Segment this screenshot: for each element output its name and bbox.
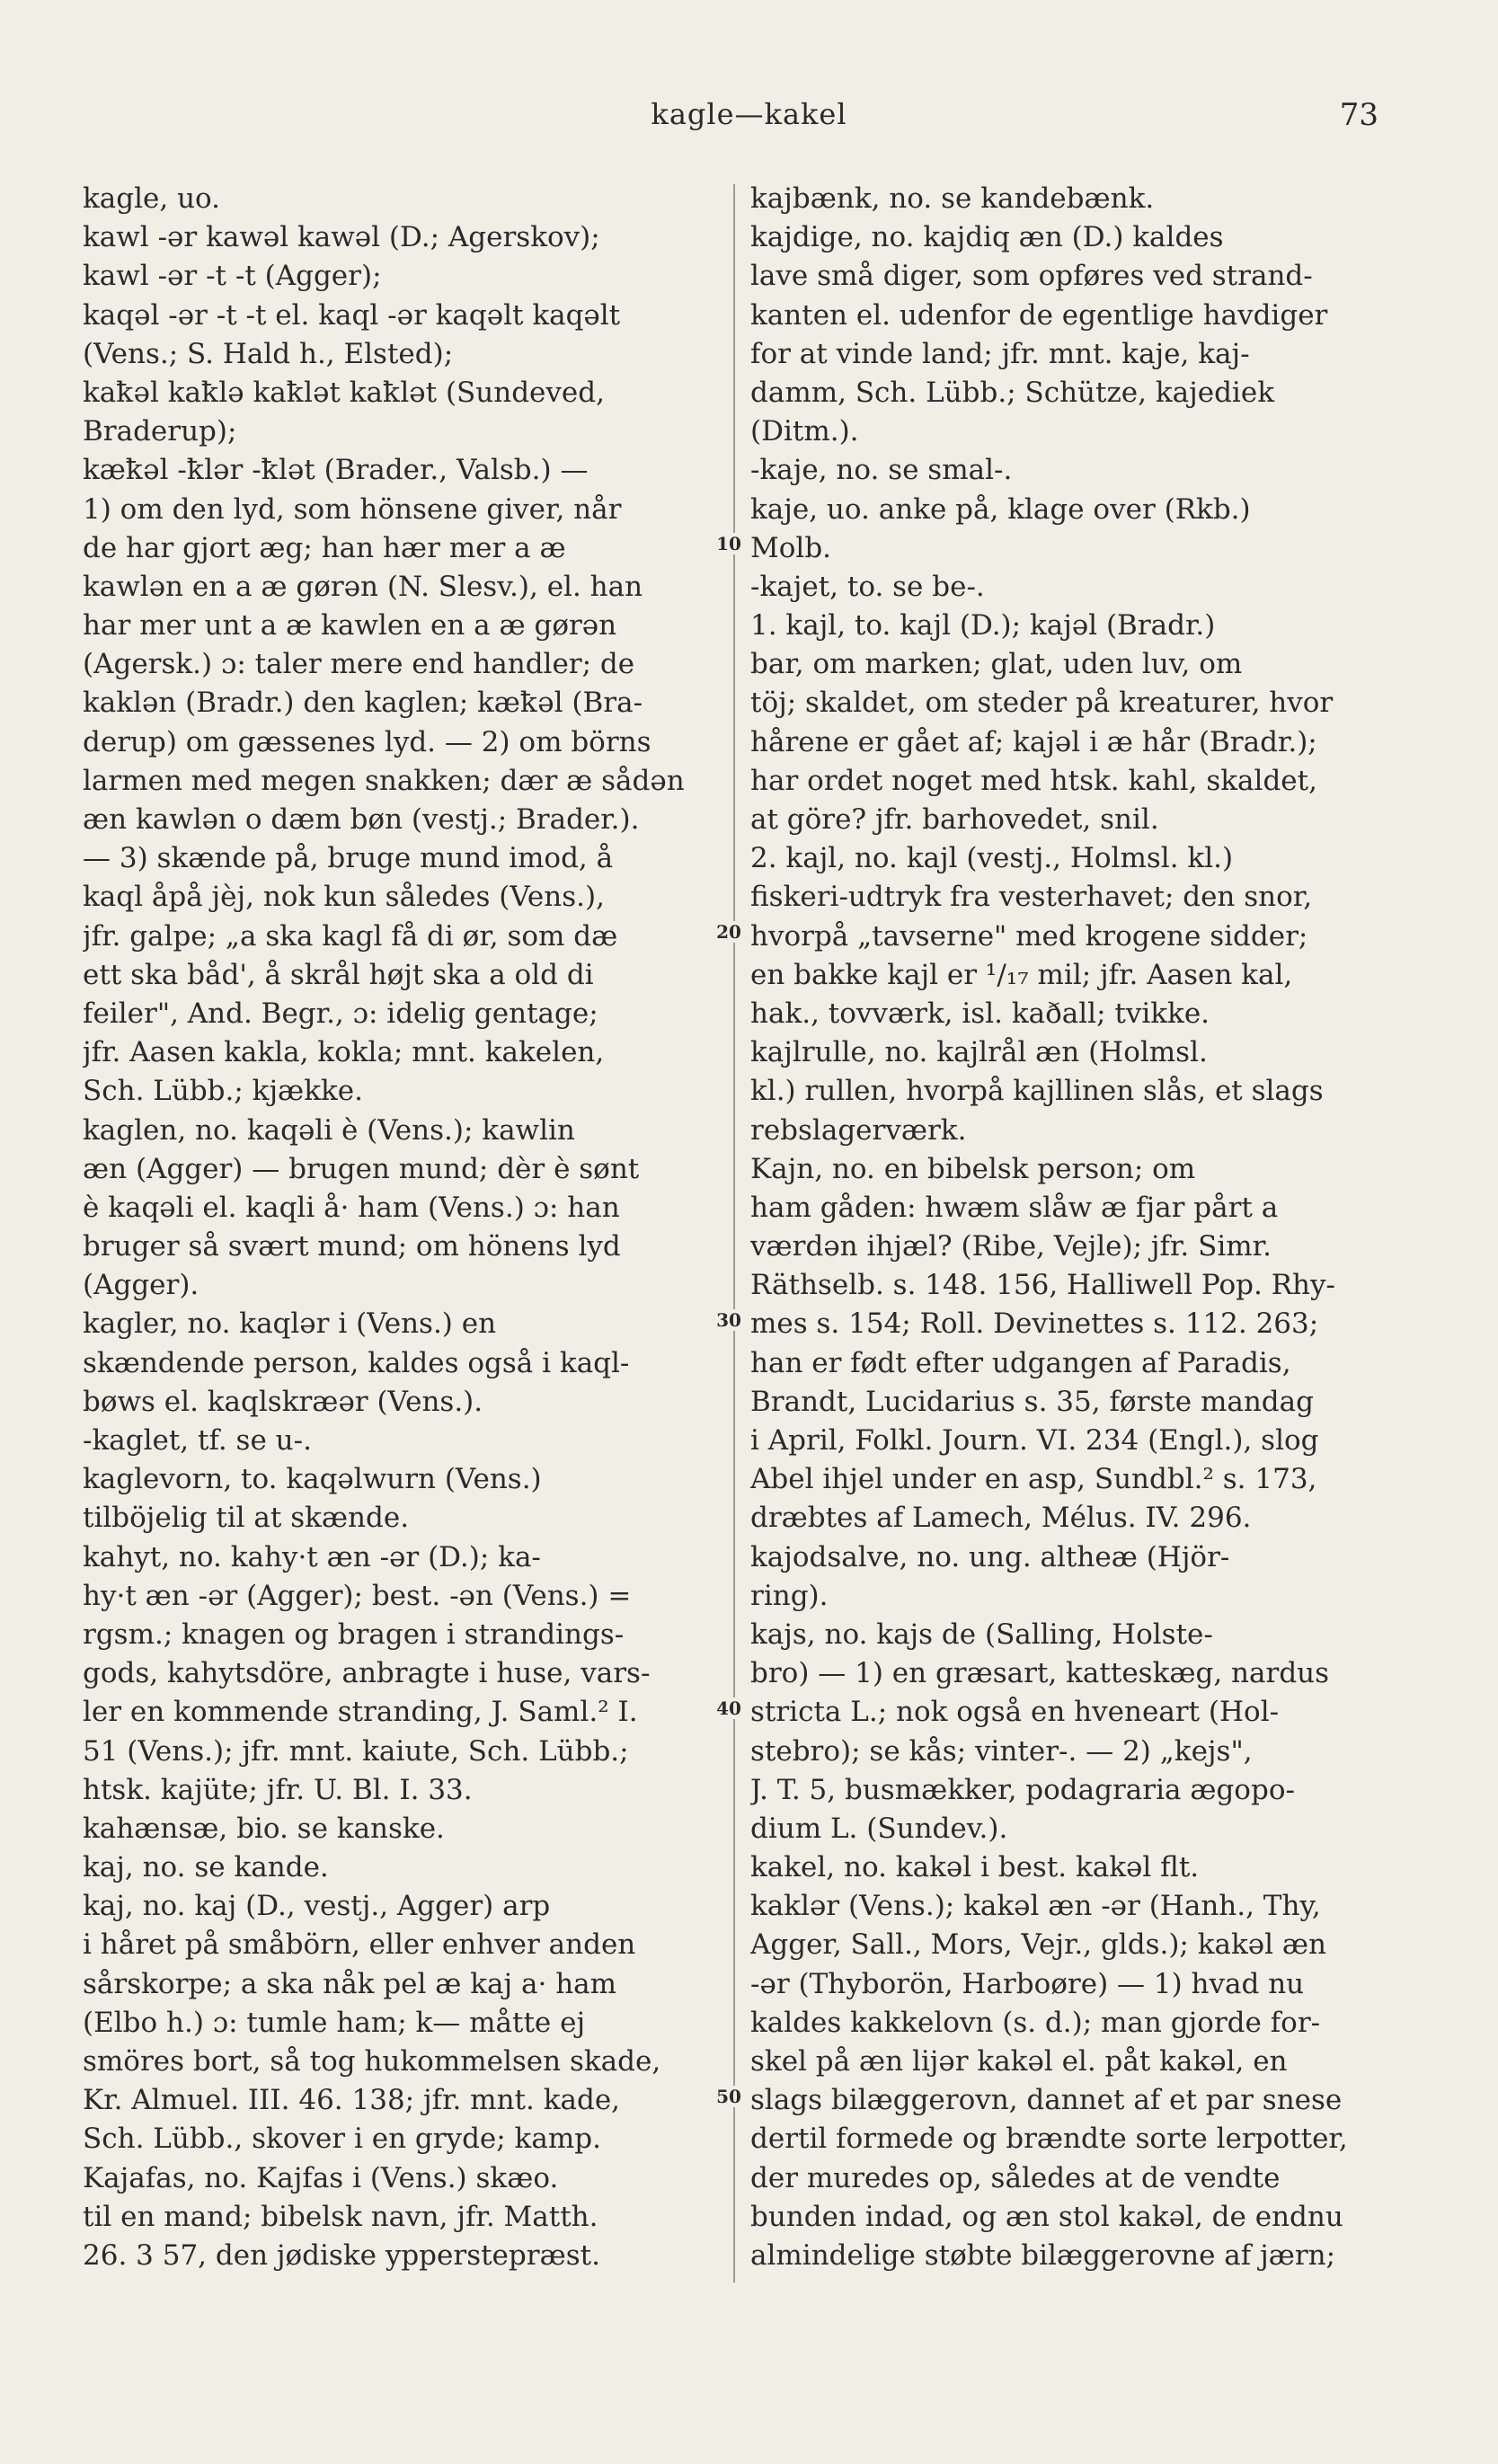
text-line: kawl -ər kawəl kawəl (D.; Agerskov);	[83, 221, 600, 254]
text-line: fiskeri-udtryk fra vesterhavet; den snor,	[750, 881, 1313, 914]
text-line: kaqəl -ər -t -t el. kaql -ər kaqəlt kaqəlt	[83, 298, 621, 332]
page-number: 73	[1339, 97, 1378, 133]
text-line: derup) om gæssenes lyd. — 2) om börns	[83, 725, 651, 758]
text-line: kaql åpå jèj, nok kun således (Vens.),	[83, 881, 605, 914]
text-line: töj; skaldet, om steder på kreaturer, hvor	[750, 687, 1334, 720]
text-line: Braderup);	[83, 415, 237, 448]
text-line: (Vens.; S. Hald h., Elsted);	[83, 337, 454, 370]
text-line: kaklən (Bradr.) den kaglen; kæꝁəl (Bra-	[83, 687, 643, 720]
text-line: -kaglet, tf. se u-.	[83, 1424, 312, 1457]
text-line: kaldes kakkelovn (s. d.); man gjorde for-	[750, 2006, 1321, 2039]
text-line: kajs, no. kajs de (Salling, Holste-	[750, 1618, 1213, 1651]
text-line: dium L. (Sundev.).	[750, 1812, 1008, 1845]
text-line: kaklər (Vens.); kakəl æn -ər (Hanh., Thy,	[750, 1890, 1321, 1923]
text-line: hy·t æn -ər (Agger); best. -ən (Vens.) =	[83, 1579, 632, 1612]
text-line: 2. kajl, no. kajl (vestj., Holmsl. kl.)	[750, 842, 1234, 875]
text-line: ring).	[750, 1579, 829, 1612]
text-line: Sch. Lübb.; kjække.	[83, 1075, 363, 1108]
text-line: kawlən en a æ gørən (N. Slesv.), el. han	[83, 570, 643, 603]
text-line: kanten el. udenfor de egentlige havdiger	[750, 298, 1328, 332]
text-line: i April, Folkl. Journ. VI. 234 (Engl.), slog	[750, 1424, 1319, 1457]
text-line: kajlrulle, no. kajlrål æn (Holmsl.	[750, 1036, 1208, 1069]
text-line: rebslagerværk.	[750, 1113, 967, 1147]
text-line: — 3) skænde på, bruge mund imod, å	[83, 842, 614, 875]
text-line: jfr. galpe; „a ska kagl få di ør, som dæ	[83, 919, 618, 953]
text-line: ham gåden: hwæm slåw æ fjar pårt a	[750, 1191, 1279, 1224]
text-line: dræbtes af Lamech, Mélus. IV. 296.	[750, 1502, 1252, 1535]
text-line: har mer unt a æ kawlen en a æ gørən	[83, 609, 617, 643]
text-line: kaꝁəl kaꝁlə kaꝁlət kaꝁlət (Sundeved,	[83, 376, 605, 409]
text-line: kl.) rullen, hvorpå kajllinen slås, et slags	[750, 1075, 1324, 1108]
text-line: 1) om den lyd, som hönsene giver, når	[83, 492, 622, 526]
text-line: kajdige, no. kajdiq æn (D.) kaldes	[750, 221, 1224, 254]
text-line: (Elbo h.) ɔ: tumle ham; k— måtte ej	[83, 2006, 586, 2039]
text-line: jfr. Aasen kakla, kokla; mnt. kakelen,	[83, 1036, 605, 1069]
text-line: kahyt, no. kahy·t æn -ər (D.); ka-	[83, 1540, 541, 1573]
text-line: 26. 3 57, den jødiske ypperstepræst.	[83, 2238, 600, 2272]
text-line: kajodsalve, no. ung. altheæ (Hjör-	[750, 1540, 1230, 1573]
text-line: i håret på småbörn, eller enhver anden	[83, 1928, 636, 1962]
text-line: è kaqəli el. kaqli å· ham (Vens.) ɔ: han	[83, 1191, 620, 1224]
text-line: kaglen, no. kaqəli è (Vens.); kawlin	[83, 1113, 575, 1147]
line-marker-20: 20	[710, 921, 748, 943]
text-line: hak., tovværk, isl. kaðall; tvikke.	[750, 997, 1210, 1030]
line-marker-30: 30	[710, 1309, 748, 1331]
text-line: kakel, no. kakəl i best. kakəl flt.	[750, 1851, 1200, 1884]
text-line: kaglevorn, to. kaqəlwurn (Vens.)	[83, 1463, 542, 1496]
text-line: bøws el. kaqlskræər (Vens.).	[83, 1385, 483, 1418]
line-marker-40: 40	[710, 1697, 748, 1719]
text-line: tilböjelig til at skænde.	[83, 1502, 410, 1535]
text-line: almindelige støbte bilæggerovne af jærn;	[750, 2238, 1336, 2272]
text-line: -kajet, to. se be-.	[750, 570, 985, 603]
text-line: at göre? jfr. barhovedet, snil.	[750, 803, 1159, 836]
text-line: -ər (Thyborön, Harboøre) — 1) hvad nu	[750, 1967, 1305, 2000]
running-head: kagle—kakel	[651, 97, 847, 131]
text-line: kaj, no. se kande.	[83, 1851, 329, 1884]
text-line: skændende person, kaldes også i kaql-	[83, 1346, 630, 1379]
text-line: stebro); se kås; vinter-. — 2) „kejs",	[750, 1734, 1253, 1768]
text-line: kawl -ər -t -t (Agger);	[83, 260, 382, 293]
text-line: bunden indad, og æn stol kakəl, de endnu	[750, 2200, 1343, 2233]
text-line: æn kawlən o dæm bøn (vestj.; Brader.).	[83, 803, 640, 836]
text-line: kahænsæ, bio. se kanske.	[83, 1812, 445, 1845]
text-line: (Agersk.) ɔ: taler mere end handler; de	[83, 648, 635, 681]
text-line: gods, kahytsdöre, anbragte i huse, vars-	[83, 1657, 651, 1690]
text-line: kaj, no. kaj (D., vestj., Agger) arp	[83, 1890, 551, 1923]
text-line: 1. kajl, to. kajl (D.); kajəl (Bradr.)	[750, 609, 1216, 643]
text-line: -kaje, no. se smal-.	[750, 454, 1013, 487]
text-line: smöres bort, så tog hukommelsen skade,	[83, 2045, 661, 2078]
text-line: ett ska båd', å skrål højt ska a old di	[83, 958, 594, 991]
text-line: en bakke kajl er ¹/₁₇ mil; jfr. Aasen kal,	[750, 958, 1293, 991]
text-line: rgsm.; knagen og bragen i strandings-	[83, 1618, 625, 1651]
text-line: damm, Sch. Lübb.; Schütze, kajediek	[750, 376, 1274, 409]
text-line: kagler, no. kaqlər i (Vens.) en	[83, 1307, 497, 1341]
text-line: bruger så svært mund; om hönens lyd	[83, 1230, 621, 1263]
text-line: de har gjort æg; han hær mer a æ	[83, 531, 566, 564]
text-line: stricta L.; nok også en hveneart (Hol-	[750, 1696, 1280, 1729]
text-line: Sch. Lübb., skover i en gryde; kamp.	[83, 2123, 601, 2156]
text-line: feiler", And. Begr., ɔ: idelig gentage;	[83, 997, 598, 1030]
line-marker-10: 10	[710, 533, 748, 554]
text-line: til en mand; bibelsk navn, jfr. Matth.	[83, 2200, 598, 2233]
text-line: lave små diger, som opføres ved strand-	[750, 260, 1313, 293]
text-line: sårskorpe; a ska nåk pel æ kaj a· ham	[83, 1967, 617, 2000]
text-line: kagle, uo.	[83, 182, 221, 215]
text-line: dertil formede og brændte sorte lerpotter,	[750, 2123, 1348, 2156]
text-line: han er født efter udgangen af Paradis,	[750, 1346, 1291, 1379]
text-line: æn (Agger) — brugen mund; dèr è sønt	[83, 1152, 640, 1185]
text-line: Kajn, no. en bibelsk person; om	[750, 1152, 1196, 1185]
text-line: 51 (Vens.); jfr. mnt. kaiute, Sch. Lübb.;	[83, 1734, 629, 1768]
text-line: kæꝁəl -ꝁlər -ꝁlət (Brader., Valsb.) —	[83, 454, 589, 487]
text-line: Molb.	[750, 531, 832, 564]
text-line: har ordet noget med htsk. kahl, skaldet,	[750, 764, 1317, 797]
text-line: kajbænk, no. se kandebænk.	[750, 182, 1155, 215]
text-line: værdən ihjæl? (Ribe, Vejle); jfr. Simr.	[750, 1230, 1272, 1263]
line-marker-50: 50	[710, 2086, 748, 2107]
text-line: (Ditm.).	[750, 415, 859, 448]
text-line: Agger, Sall., Mors, Vejr., glds.); kakəl æn	[750, 1928, 1326, 1962]
text-line: bar, om marken; glat, uden luv, om	[750, 648, 1243, 681]
text-line: Kajafas, no. Kajfas i (Vens.) skæo.	[83, 2161, 559, 2194]
left-column	[83, 180, 703, 2275]
text-line: ler en kommende stranding, J. Saml.² I.	[83, 1696, 638, 1729]
text-line: larmen med megen snakken; dær æ sådən	[83, 764, 685, 797]
text-line: hvorpå „tavserne" med krogene sidder;	[750, 919, 1308, 953]
text-line: der muredes op, således at de vendte	[750, 2161, 1281, 2194]
text-line: slags bilæggerovn, dannet af et par snese	[750, 2084, 1343, 2117]
text-line: for at vinde land; jfr. mnt. kaje, kaj-	[750, 337, 1250, 370]
text-line: kaje, uo. anke på, klage over (Rkb.)	[750, 492, 1251, 526]
text-line: bro) — 1) en græsart, katteskæg, nardus	[750, 1657, 1330, 1690]
text-line: (Agger).	[83, 1269, 199, 1302]
text-line: Brandt, Lucidarius s. 35, første mandag	[750, 1385, 1314, 1418]
text-line: hårene er gået af; kajəl i æ hår (Bradr.);	[750, 725, 1317, 758]
text-line: Kr. Almuel. III. 46. 138; jfr. mnt. kade,	[83, 2084, 621, 2117]
text-line: skel på æn lijər kakəl el. påt kakəl, en	[750, 2045, 1288, 2078]
text-line: Räthselb. s. 148. 156, Halliwell Pop. Rhy-	[750, 1269, 1335, 1302]
text-line: mes s. 154; Roll. Devinettes s. 112. 263;	[750, 1307, 1319, 1341]
right-column	[750, 180, 1379, 2275]
text-line: Abel ihjel under en asp, Sundbl.² s. 173,	[750, 1463, 1317, 1496]
text-line: htsk. kajüte; jfr. U. Bl. I. 33.	[83, 1773, 473, 1806]
column-divider	[733, 184, 735, 2282]
text-line: J. T. 5, busmækker, podagraria ægopo-	[750, 1773, 1295, 1806]
